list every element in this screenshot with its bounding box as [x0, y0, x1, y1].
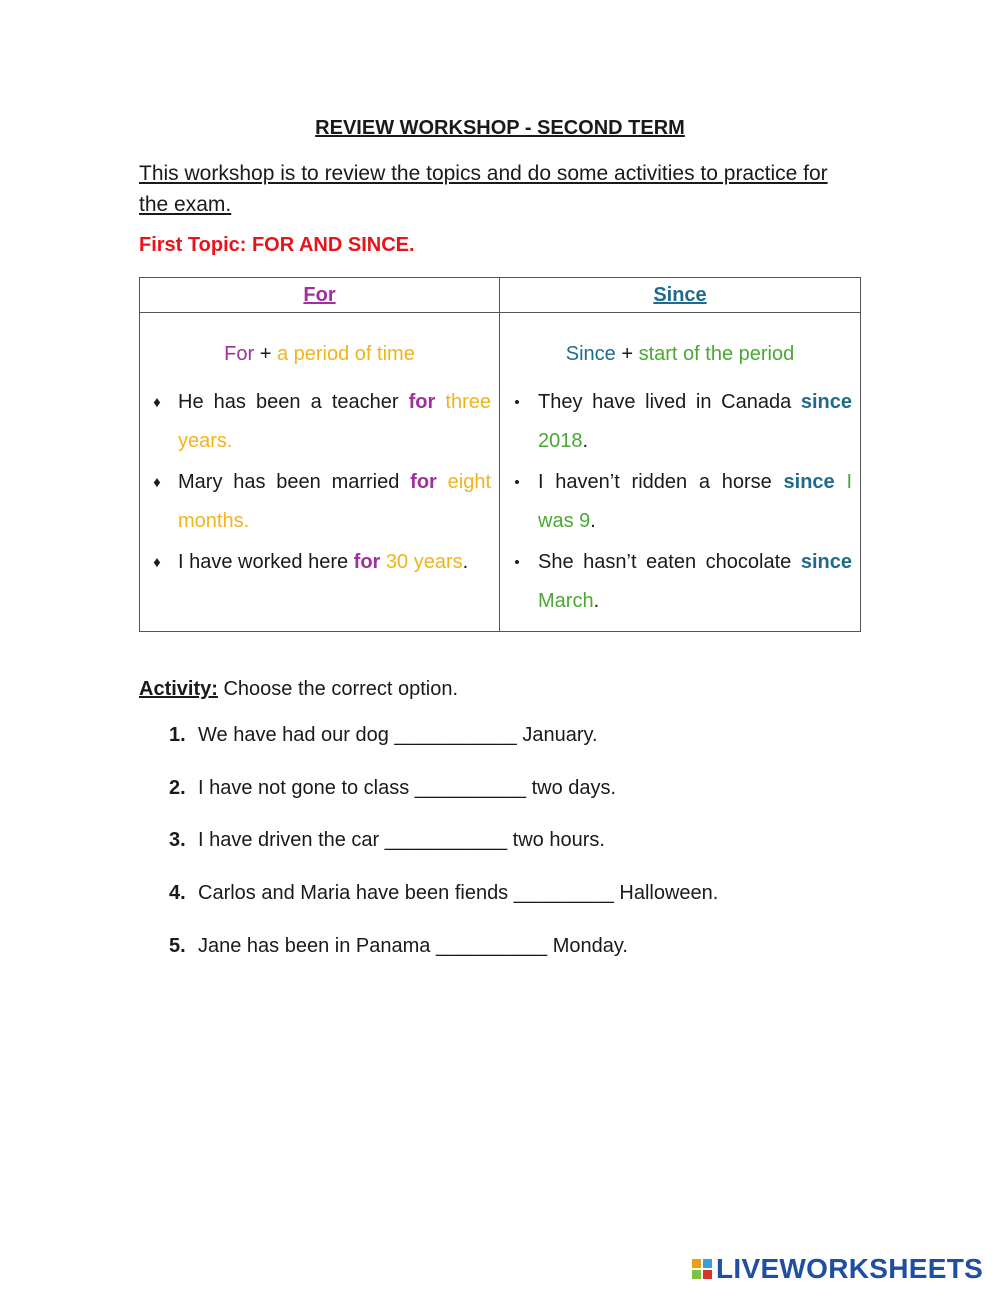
diamond-bullet-icon: ♦	[153, 394, 161, 411]
logo-text: LIVEWORKSHEETS	[716, 1253, 984, 1284]
activity-label: Activity:	[139, 678, 218, 700]
for-formula-word: For	[224, 343, 255, 365]
mark-square	[692, 1270, 701, 1279]
since-example	[514, 463, 852, 541]
mark-square	[692, 1259, 701, 1268]
mark-square	[703, 1270, 712, 1279]
start-point: 2018	[538, 430, 583, 452]
page-title: REVIEW WORKSHOP - SECOND TERM	[315, 117, 685, 139]
since-formula	[500, 341, 860, 367]
example-text: I haven’t ridden a horse	[538, 471, 784, 493]
question-number: 4.	[169, 882, 186, 905]
diamond-bullet-icon: ♦	[153, 554, 161, 571]
example-space	[437, 471, 448, 493]
start-point: I was 9	[538, 471, 852, 532]
for-formula-plus: +	[254, 343, 277, 365]
for-keyword: for	[353, 551, 381, 573]
for-example	[153, 383, 492, 461]
question-number: 1.	[169, 724, 186, 746]
example-text: I have worked here	[178, 551, 354, 573]
for-examples	[140, 383, 499, 592]
intro-text: This workshop is to review the topics and do some activities to practice for the exam.	[139, 162, 828, 216]
since-keyword: since	[783, 471, 835, 493]
since-formula-period: start of the period	[638, 343, 795, 365]
question-text: I have not gone to class __________ two days.	[198, 776, 617, 799]
question-number: 3.	[169, 829, 186, 852]
question-item	[169, 932, 859, 985]
since-formula-plus: +	[615, 343, 639, 365]
for-column	[140, 313, 500, 632]
liveworksheets-mark-icon	[692, 1259, 712, 1279]
since-keyword: since	[800, 551, 852, 573]
for-keyword: for	[408, 391, 436, 413]
example-end: .	[590, 510, 596, 532]
question-item	[169, 879, 859, 932]
example-space	[835, 471, 847, 493]
example-text: He has been a teacher	[178, 391, 409, 413]
question-item	[169, 826, 859, 879]
since-example	[514, 383, 852, 461]
dot-bullet-icon: •	[514, 554, 520, 571]
question-item	[169, 774, 859, 827]
question-number: 2.	[169, 776, 186, 799]
start-point: March	[538, 590, 594, 612]
since-formula-word: Since	[565, 343, 616, 365]
diamond-bullet-icon: ♦	[153, 474, 161, 491]
for-example	[153, 463, 491, 541]
since-column	[500, 313, 861, 632]
example-end: .	[462, 551, 469, 573]
for-formula	[140, 341, 499, 367]
question-text: We have had our dog ___________ January.	[198, 724, 598, 746]
time-period: 30 years	[385, 551, 463, 573]
example-text: They have lived in Canada	[538, 391, 801, 413]
example-text: She hasn’t eaten chocolate	[538, 551, 801, 573]
activity-instruction	[139, 678, 458, 701]
for-since-table	[139, 277, 861, 632]
activity-text: Choose the correct option.	[217, 678, 459, 700]
mark-square	[703, 1259, 712, 1268]
example-space	[435, 391, 445, 413]
liveworksheets-logo	[692, 1254, 983, 1284]
question-list	[169, 721, 859, 984]
time-period: three years.	[178, 391, 492, 452]
example-text: Mary has been married	[178, 471, 411, 493]
question-item	[169, 721, 859, 774]
since-examples	[500, 383, 860, 631]
example-end: .	[593, 590, 600, 612]
for-keyword: for	[410, 471, 437, 493]
since-keyword: since	[800, 391, 852, 413]
dot-bullet-icon: •	[514, 394, 520, 411]
for-formula-period: a period of time	[276, 343, 415, 365]
question-text: I have driven the car ___________ two hours.	[198, 829, 605, 852]
question-text: Carlos and Maria have been fiends _________ Halloween.	[198, 882, 719, 905]
for-example	[153, 543, 491, 582]
since-example	[514, 543, 852, 621]
question-number: 5.	[169, 934, 186, 957]
question-text: Jane has been in Panama __________ Monday.	[198, 934, 628, 957]
topic-heading: First Topic: FOR AND SINCE.	[139, 234, 415, 256]
example-end: .	[582, 430, 589, 452]
since-header: Since	[500, 278, 861, 313]
for-header: For	[140, 278, 500, 313]
time-period: eight months.	[178, 471, 491, 532]
dot-bullet-icon: •	[514, 474, 520, 491]
